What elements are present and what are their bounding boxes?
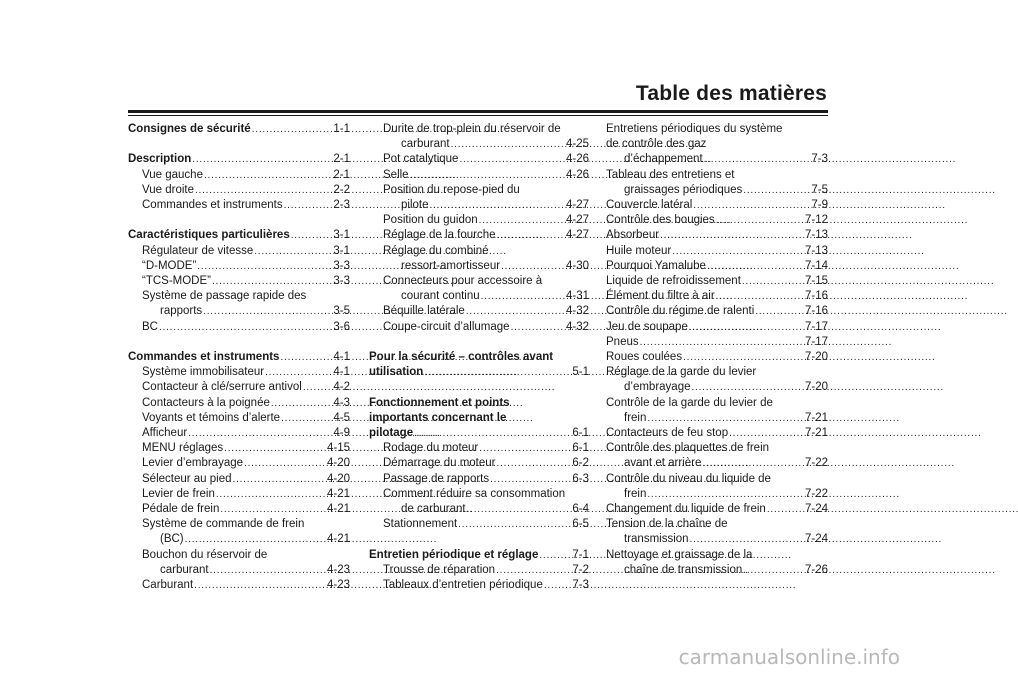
toc-page-number: 4-20 xyxy=(326,457,350,470)
toc-entry[interactable] xyxy=(606,320,828,335)
toc-page-number: 7-9 xyxy=(811,199,828,212)
toc-leader-dots xyxy=(204,168,330,183)
toc-leader-dots xyxy=(466,304,563,319)
toc-leader-dots xyxy=(197,259,330,274)
toc-page-number: 3-1 xyxy=(333,244,350,257)
toc-leader-dots xyxy=(647,487,802,502)
toc-entry[interactable] xyxy=(606,259,828,274)
toc-entry-title: Pédale de frein xyxy=(142,503,220,516)
toc-entry-title: (BC) xyxy=(160,533,184,546)
toc-page-number: 7-14 xyxy=(804,259,828,272)
toc-entry-text: Nettoyage et graissage de la xyxy=(606,548,753,561)
toc-leader-dots xyxy=(691,380,801,395)
toc-leader-dots xyxy=(501,259,563,274)
toc-leader-dots xyxy=(743,563,802,578)
toc-page-number: 4-1 xyxy=(333,351,350,363)
toc-page-number: 7-16 xyxy=(804,290,828,303)
toc-entry[interactable] xyxy=(128,274,350,289)
toc-leader-dots xyxy=(291,228,331,243)
toc-entry-title: Trousse de réparation xyxy=(383,563,496,576)
toc-entry-text: Contrôle de la garde du levier de xyxy=(606,396,773,409)
toc-spacer xyxy=(128,213,350,228)
toc-leader-dots xyxy=(303,380,331,395)
toc-entry-text: Durite de trop-plein du réservoir de xyxy=(383,123,561,135)
toc-leader-dots xyxy=(704,152,809,167)
watermark-text: carmanualsonline.info xyxy=(678,645,900,669)
toc-entry-title: carburant xyxy=(401,138,450,151)
toc-entry-title: pilote xyxy=(401,199,429,212)
toc-entry-title: BC xyxy=(142,320,158,333)
toc-page-number: 4-5 xyxy=(333,411,350,424)
toc-entry[interactable] xyxy=(128,168,350,183)
toc-column-3 xyxy=(606,122,828,578)
toc-entry-title: Commandes et instruments xyxy=(128,351,280,363)
toc-entry-text: Système de passage rapide des xyxy=(142,290,307,303)
toc-entry[interactable] xyxy=(606,228,828,243)
toc-entry[interactable] xyxy=(606,563,828,578)
toc-entry[interactable] xyxy=(606,213,828,228)
toc-leader-dots xyxy=(233,472,324,487)
toc-entry-title: Selle xyxy=(383,168,409,181)
toc-leader-dots xyxy=(451,137,563,152)
toc-leader-dots xyxy=(539,548,569,563)
toc-leader-dots xyxy=(689,320,802,335)
toc-leader-dots xyxy=(458,517,569,532)
toc-entry[interactable] xyxy=(369,472,589,487)
toc-entry-title: Sélecteur au pied xyxy=(142,472,232,485)
toc-page-number: 7-24 xyxy=(804,533,828,546)
toc-entry-title: courant continu xyxy=(401,290,480,303)
toc-leader-dots xyxy=(544,578,570,593)
toc-leader-dots xyxy=(640,335,802,350)
toc-page-number: 2-1 xyxy=(333,168,350,181)
toc-leader-dots xyxy=(414,426,569,441)
toc-section-entry[interactable] xyxy=(369,365,589,380)
toc-page-number: 6-2 xyxy=(572,457,589,470)
toc-entry-title: pilotage xyxy=(369,427,414,440)
toc-page-number: 4-27 xyxy=(565,199,589,212)
toc-entry[interactable] xyxy=(606,350,828,365)
toc-entry[interactable] xyxy=(128,532,350,547)
toc-leader-dots xyxy=(194,578,324,593)
toc-entry[interactable] xyxy=(128,441,350,456)
toc-page-number: 4-15 xyxy=(326,442,350,455)
toc-leader-dots xyxy=(224,441,324,456)
toc-section-entry[interactable] xyxy=(128,122,350,137)
toc-entry[interactable] xyxy=(128,183,350,198)
toc-page-number: 6-1 xyxy=(572,427,589,440)
toc-page-number: 7-17 xyxy=(804,335,828,348)
toc-leader-dots xyxy=(743,183,808,198)
toc-entry-text: Réglage du combiné xyxy=(383,244,489,257)
toc-entry[interactable] xyxy=(606,456,828,471)
toc-page-number: 7-13 xyxy=(804,229,828,242)
toc-entry[interactable] xyxy=(606,304,828,319)
toc-leader-dots xyxy=(660,228,802,243)
toc-entry[interactable] xyxy=(369,517,589,532)
toc-leader-dots xyxy=(693,198,808,213)
toc-entry-title: Consignes de sécurité xyxy=(128,123,251,135)
toc-page-number: 2-1 xyxy=(333,153,350,166)
toc-page-number: 7-15 xyxy=(804,275,828,288)
toc-page-number: 7-21 xyxy=(804,427,828,440)
toc-leader-dots xyxy=(216,487,324,502)
toc-page-number: 4-21 xyxy=(326,503,350,516)
toc-entry-title: Tableaux d’entretien périodique xyxy=(383,579,543,592)
toc-page-number: 4-1 xyxy=(333,366,350,379)
toc-leader-dots xyxy=(410,168,563,183)
toc-page-number: 4-23 xyxy=(326,579,350,592)
toc-page-number: 7-12 xyxy=(804,214,828,227)
toc-leader-dots xyxy=(424,365,569,380)
toc-entry-text: Tension de la chaîne de xyxy=(606,518,728,531)
toc-page-number: 2-2 xyxy=(333,183,350,196)
toc-entry[interactable] xyxy=(128,411,350,426)
toc-entry[interactable] xyxy=(369,228,589,243)
toc-page-number: 4-2 xyxy=(333,381,350,394)
toc-leader-dots xyxy=(497,456,570,471)
toc-section-heading: importants concernant le xyxy=(369,411,507,424)
toc-entry-title: Voyants et témoins d’alerte xyxy=(142,411,281,424)
toc-entry-title: Description xyxy=(128,153,192,166)
toc-page-number: 7-17 xyxy=(804,320,828,333)
toc-section-entry[interactable] xyxy=(128,228,350,243)
toc-leader-dots xyxy=(742,274,802,289)
toc-page-number: 7-21 xyxy=(804,411,828,424)
toc-entry[interactable] xyxy=(128,487,350,502)
toc-entry[interactable] xyxy=(128,380,350,395)
toc-entry[interactable] xyxy=(369,578,589,593)
toc-entry[interactable] xyxy=(128,365,350,380)
toc-leader-dots xyxy=(716,289,802,304)
toc-section-entry[interactable] xyxy=(128,350,350,365)
toc-leader-dots xyxy=(690,532,802,547)
toc-entry[interactable] xyxy=(128,563,350,578)
toc-entry[interactable] xyxy=(606,502,828,517)
toc-leader-dots xyxy=(265,365,330,380)
toc-leader-dots xyxy=(497,228,563,243)
toc-leader-dots xyxy=(683,350,802,365)
toc-entry[interactable] xyxy=(606,335,828,350)
toc-page-number: 4-32 xyxy=(565,320,589,333)
toc-leader-dots xyxy=(271,396,331,411)
toc-page-number: 6-3 xyxy=(572,472,589,485)
toc-page-number: 4-3 xyxy=(333,396,350,409)
toc-entry[interactable] xyxy=(369,259,589,274)
toc-leader-dots xyxy=(467,502,570,517)
toc-entry[interactable] xyxy=(606,532,828,547)
toc-entry-title: Contacteurs de feu stop xyxy=(606,427,729,440)
toc-page-number: 3-3 xyxy=(333,275,350,287)
toc-leader-dots xyxy=(430,198,563,213)
toc-entry[interactable] xyxy=(606,183,828,198)
toc-page-number: 4-26 xyxy=(565,153,589,166)
toc-entry-title: “TCS-MODE” xyxy=(142,275,211,287)
toc-entry[interactable] xyxy=(606,274,828,289)
toc-section-heading: Fonctionnement et points xyxy=(369,396,510,409)
toc-entry[interactable] xyxy=(369,137,589,152)
toc-page-number: 3-3 xyxy=(333,259,350,272)
toc-leader-dots xyxy=(185,532,324,547)
toc-leader-dots xyxy=(244,456,324,471)
toc-entry-title: frein xyxy=(624,487,647,500)
toc-entry-title: transmission xyxy=(624,533,689,546)
toc-entry-title: Entretien périodique et réglage xyxy=(369,548,539,561)
toc-leader-dots xyxy=(767,502,802,517)
toc-page-number: 3-1 xyxy=(333,229,350,242)
toc-entry-title: Contrôle du régime de ralenti xyxy=(606,305,755,318)
toc-page-number: 7-3 xyxy=(811,153,828,166)
toc-leader-dots xyxy=(707,259,802,274)
toc-page-number: 4-21 xyxy=(326,487,350,500)
toc-page-number: 1-1 xyxy=(333,123,350,135)
toc-entry-title: Pneus xyxy=(606,335,639,348)
toc-leader-dots xyxy=(647,411,802,426)
toc-entry[interactable] xyxy=(128,198,350,213)
toc-page-number: 6-4 xyxy=(572,503,589,516)
toc-page-number: 5-1 xyxy=(572,366,589,379)
toc-entry[interactable] xyxy=(128,502,350,517)
toc-entry-text: Réglage de la garde du levier xyxy=(606,366,757,379)
toc-entry-text: Position du repose-pied du xyxy=(383,183,520,196)
toc-leader-dots xyxy=(254,244,330,259)
toc-entry[interactable] xyxy=(606,244,828,259)
toc-entry-title: Vue gauche xyxy=(142,168,203,181)
toc-page-number: 4-20 xyxy=(326,472,350,485)
toc-entry-title: Caractéristiques particulières xyxy=(128,229,290,242)
toc-entry-title: utilisation xyxy=(369,366,424,379)
toc-entry[interactable] xyxy=(369,168,589,183)
toc-entry-title: Levier de frein xyxy=(142,487,215,500)
toc-page-number: 7-20 xyxy=(804,351,828,364)
toc-leader-dots xyxy=(203,304,330,319)
toc-entry-title: graissages périodiques xyxy=(624,183,743,196)
toc-section-entry[interactable] xyxy=(369,426,589,441)
toc-entry-title: Béquille latérale xyxy=(383,305,465,318)
toc-entry-title: MENU réglages xyxy=(142,442,224,455)
toc-entry-text: Tableau des entretiens et xyxy=(606,168,735,181)
toc-page-number: 4-32 xyxy=(565,305,589,318)
toc-entry-title: chaîne de transmission xyxy=(624,563,743,576)
toc-entry-title: de carburant xyxy=(401,503,466,516)
toc-page-number: 3-5 xyxy=(333,305,350,318)
toc-entry-title: Afficheur xyxy=(142,427,188,440)
toc-entry[interactable] xyxy=(369,289,589,304)
toc-entry[interactable] xyxy=(606,380,828,395)
toc-entry[interactable] xyxy=(128,456,350,471)
toc-leader-dots xyxy=(496,563,569,578)
toc-entry-title: Position du guidon xyxy=(383,214,478,227)
toc-entry-title: Commandes et instruments xyxy=(142,199,283,211)
toc-entry[interactable] xyxy=(606,411,828,426)
toc-entry-title: Absorbeur xyxy=(606,229,660,242)
toc-entry-text: Connecteurs pour accessoire à xyxy=(383,275,543,288)
toc-entry-title: rapports xyxy=(160,305,203,318)
toc-entry-title: d’embrayage xyxy=(624,381,691,394)
toc-leader-dots xyxy=(212,274,330,289)
toc-section-entry[interactable] xyxy=(369,548,589,563)
toc-leader-dots xyxy=(159,320,330,335)
toc-entry-title: Jeu de soupape xyxy=(606,320,688,333)
toc-entry-title: Carburant xyxy=(142,579,194,592)
toc-page-number: 6-5 xyxy=(572,518,589,531)
toc-entry-title: Régulateur de vitesse xyxy=(142,244,254,257)
toc-entry-title: Démarrage du moteur xyxy=(383,457,496,470)
toc-leader-dots xyxy=(672,244,802,259)
toc-entry[interactable] xyxy=(369,152,589,167)
toc-spacer xyxy=(369,380,589,395)
toc-entry-title: ressort-amortisseur xyxy=(401,259,501,272)
toc-entry-title: Contacteurs à la poignée xyxy=(142,396,270,409)
toc-entry-title: Changement du liquide de frein xyxy=(606,503,766,516)
toc-page-number: 7-2 xyxy=(572,563,589,576)
toc-entry[interactable] xyxy=(128,259,350,274)
toc-entry-title: Pourquoi Yamalube xyxy=(606,259,706,272)
toc-entry[interactable] xyxy=(128,578,350,593)
toc-leader-dots xyxy=(716,213,802,228)
toc-entry-title: avant et arrière xyxy=(624,457,702,470)
toc-leader-dots xyxy=(755,304,802,319)
toc-spacer xyxy=(128,335,350,350)
toc-page-number: 4-27 xyxy=(565,229,589,242)
toc-entry[interactable] xyxy=(606,198,828,213)
toc-leader-dots xyxy=(192,152,330,167)
toc-entry-text: Comment réduire sa consommation xyxy=(383,487,566,500)
toc-entry[interactable] xyxy=(369,563,589,578)
toc-entry-title: Élément du filtre à air xyxy=(606,290,715,303)
toc-entry-text: de contrôle des gaz xyxy=(606,138,707,151)
toc-leader-dots xyxy=(702,456,802,471)
toc-page-number: 7-20 xyxy=(804,381,828,394)
toc-page-number: 7-3 xyxy=(572,579,589,592)
toc-entry-title: Coupe-circuit d’allumage xyxy=(383,320,510,333)
toc-entry-text: Bouchon du réservoir de xyxy=(142,548,268,561)
toc-page-number: 4-27 xyxy=(565,214,589,227)
toc-entry-text: Système de commande de frein xyxy=(142,518,305,531)
toc-entry[interactable] xyxy=(369,502,589,517)
toc-column-2 xyxy=(369,122,589,593)
toc-page-number: 3-6 xyxy=(333,320,350,333)
toc-entry-title: Passage de rapports xyxy=(383,472,490,485)
toc-entry[interactable] xyxy=(369,441,589,456)
toc-entry[interactable] xyxy=(369,198,589,213)
toc-entry-title: “D-MODE” xyxy=(142,259,197,272)
toc-page-number: 4-25 xyxy=(565,138,589,151)
toc-page-number: 7-26 xyxy=(804,563,828,576)
toc-entry-title: Levier d’embrayage xyxy=(142,457,244,470)
toc-entry[interactable] xyxy=(128,472,350,487)
toc-page-number: 7-16 xyxy=(804,305,828,318)
toc-entry-title: Liquide de refroidissement xyxy=(606,275,741,288)
toc-leader-dots xyxy=(188,426,330,441)
toc-leader-dots xyxy=(252,122,331,137)
toc-page-number: 4-9 xyxy=(333,427,350,440)
toc-leader-dots xyxy=(729,426,802,441)
toc-page-number: 7-13 xyxy=(804,244,828,257)
toc-page-number: 7-5 xyxy=(811,183,828,196)
toc-entry-title: Réglage de la fourche xyxy=(383,229,496,242)
toc-leader-dots xyxy=(459,152,563,167)
toc-leader-dots xyxy=(479,441,569,456)
toc-spacer xyxy=(369,532,589,547)
toc-page-number: 4-30 xyxy=(565,259,589,272)
toc-entry-title: Contacteur à clé/serrure antivol xyxy=(142,381,302,394)
toc-page-number: 6-1 xyxy=(572,442,589,455)
page-title: Table des matières xyxy=(635,82,827,105)
toc-entry[interactable] xyxy=(606,289,828,304)
toc-spacer xyxy=(128,137,350,152)
toc-page-number: 2-3 xyxy=(333,199,350,211)
toc-entry[interactable] xyxy=(128,396,350,411)
toc-section-entry[interactable] xyxy=(128,152,350,167)
toc-entry-title: Contrôle des bougies xyxy=(606,214,715,227)
toc-entry-title: Vue droite xyxy=(142,183,194,196)
toc-entry-title: Pot catalytique xyxy=(383,153,459,166)
toc-entry-text: Contrôle du niveau du liquide de xyxy=(606,472,771,485)
toc-entry[interactable] xyxy=(369,304,589,319)
toc-leader-dots xyxy=(280,350,330,365)
toc-leader-dots xyxy=(481,289,563,304)
toc-entry-title: Rodage du moteur xyxy=(383,442,479,455)
toc-leader-dots xyxy=(195,183,330,198)
toc-leader-dots xyxy=(220,502,324,517)
toc-leader-dots xyxy=(284,198,331,213)
toc-entry[interactable] xyxy=(606,487,828,502)
toc-page-number: 4-31 xyxy=(565,290,589,303)
toc-entry[interactable] xyxy=(128,244,350,259)
header-rule-thick xyxy=(128,110,828,113)
toc-page-number: 7-22 xyxy=(804,457,828,470)
toc-entry[interactable] xyxy=(606,426,828,441)
toc-page-number: 4-23 xyxy=(326,563,350,576)
toc-page-number: 7-22 xyxy=(804,487,828,500)
toc-entry[interactable] xyxy=(606,152,828,167)
toc-entry-text: Contrôle des plaquettes de frein xyxy=(606,442,770,455)
toc-entry[interactable] xyxy=(128,304,350,319)
toc-leader-dots xyxy=(210,563,324,578)
toc-spacer xyxy=(369,335,589,350)
toc-leader-dots xyxy=(511,320,563,335)
toc-page-number: 4-26 xyxy=(565,168,589,181)
toc-entry-title: frein xyxy=(624,411,647,424)
toc-page-number: 7-1 xyxy=(572,548,589,561)
toc-entry[interactable] xyxy=(128,426,350,441)
toc-entry-title: d’échappement xyxy=(624,153,703,166)
toc-entry[interactable] xyxy=(369,320,589,335)
toc-entry-title: Roues coulées xyxy=(606,351,683,364)
toc-section-heading: Pour la sécurité – contrôles avant xyxy=(369,351,554,364)
toc-leader-dots xyxy=(490,472,569,487)
toc-entry-title: Couvercle latéral xyxy=(606,199,693,212)
header-rule-thin xyxy=(128,115,828,116)
toc-entry-title: Stationnement xyxy=(383,518,458,531)
toc-leader-dots xyxy=(281,411,330,426)
toc-entry-title: Système immobilisateur xyxy=(142,366,265,379)
toc-page-number: 4-21 xyxy=(326,533,350,546)
toc-entry[interactable] xyxy=(369,213,589,228)
toc-entry-title: carburant xyxy=(160,563,209,576)
toc-entry-title: Huile moteur xyxy=(606,244,672,257)
toc-leader-dots xyxy=(479,213,563,228)
toc-entry-text: Entretiens périodiques du système xyxy=(606,123,783,135)
toc-entry[interactable] xyxy=(128,320,350,335)
toc-entry[interactable] xyxy=(369,456,589,471)
toc-column-1 xyxy=(128,122,350,593)
toc-page-number: 7-24 xyxy=(804,503,828,516)
